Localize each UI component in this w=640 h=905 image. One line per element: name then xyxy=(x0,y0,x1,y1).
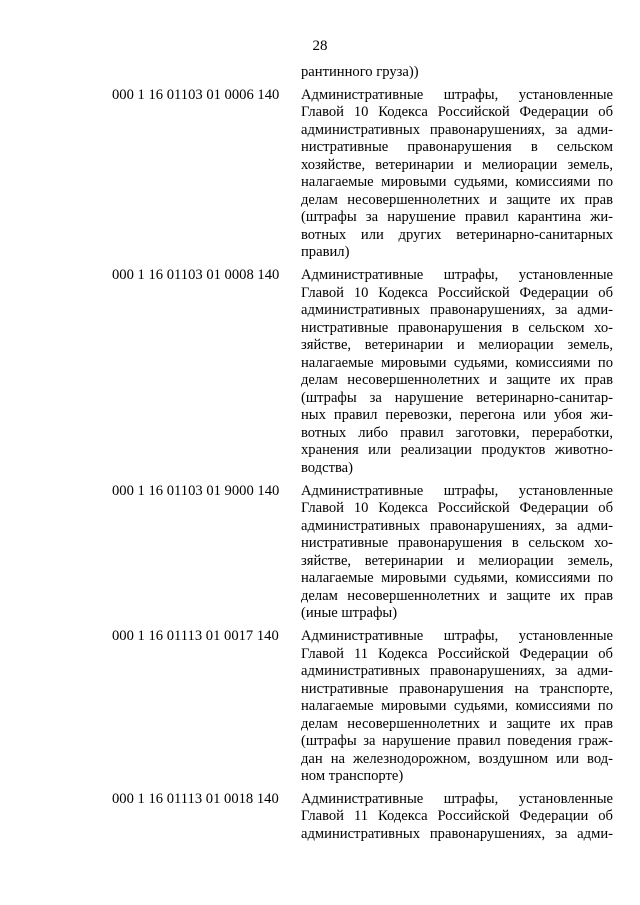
row-description xyxy=(301,483,613,623)
table-row xyxy=(0,628,640,786)
text-line: Административные штрафы, установленные xyxy=(301,627,613,644)
row-description xyxy=(301,791,613,844)
text-line: налагаемые мировыми судьями, комиссиями по xyxy=(301,174,613,191)
text-line: вотных либо правил заготовки, переработки, xyxy=(301,424,613,441)
budget-code: 000 1 16 01103 01 0008 140 xyxy=(112,267,280,284)
text-line: налагаемые мировыми судьями, комиссиями по xyxy=(301,354,613,371)
text-line: Административные штрафы, установленные xyxy=(301,482,613,499)
text-line: Главой 11 Кодекса Российской Федерации об xyxy=(301,808,613,825)
text-line: административных правонарушениях, за адми- xyxy=(301,121,613,138)
budget-code: 000 1 16 01113 01 0018 140 xyxy=(112,790,279,807)
text-line: делам несовершеннолетних и защите их прав xyxy=(301,715,613,732)
text-line: Главой 11 Кодекса Российской Федерации об xyxy=(301,645,613,662)
text-line: нистративные правонарушения в сельском хо- xyxy=(301,535,613,552)
text-line: административных правонарушениях, за адми- xyxy=(301,825,613,842)
budget-code: 000 1 16 01103 01 0006 140 xyxy=(112,86,280,103)
text-line: хозяйстве, ветеринарии и мелиорации земель, xyxy=(301,156,613,173)
text-line: ном транспорте) xyxy=(301,768,404,785)
text-line: зяйстве, ветеринарии и мелиорации земель, xyxy=(301,552,613,569)
text-line: Главой 10 Кодекса Российской Федерации об xyxy=(301,284,613,301)
text-line: водства) xyxy=(301,460,353,477)
budget-code: 000 1 16 01113 01 0017 140 xyxy=(112,627,279,644)
text-line: хранения или реализации продуктов животно- xyxy=(301,442,613,459)
text-line: Административные штрафы, установленные xyxy=(301,86,613,103)
text-line: (иные штрафы) xyxy=(301,605,398,622)
text-line: рантинного груза)) xyxy=(301,64,419,80)
row-description xyxy=(301,267,613,478)
text-line: Административные штрафы, установленные xyxy=(301,267,613,284)
text-line: делам несовершеннолетних и защите их прав xyxy=(301,191,613,208)
rows-container xyxy=(0,87,640,849)
table-row xyxy=(0,483,640,623)
text-line: Административные штрафы, установленные xyxy=(301,790,613,807)
text-line: административных правонарушениях, за адми- xyxy=(301,302,613,319)
budget-code: 000 1 16 01103 01 9000 140 xyxy=(112,482,280,499)
table-row xyxy=(0,267,640,478)
continuation-row xyxy=(0,64,640,82)
page-number: 28 xyxy=(312,38,328,54)
text-line: (штрафы за нарушение правил карантина жи- xyxy=(301,209,613,226)
text-line: ных правил перевозки, перегона или убоя жи- xyxy=(301,407,613,424)
text-line: административных правонарушениях, за адми- xyxy=(301,663,613,680)
text-line: делам несовершеннолетних и защите их прав xyxy=(301,587,613,604)
text-line: (штрафы за нарушение правил поведения граж- xyxy=(301,733,613,750)
continuation-text xyxy=(301,64,613,82)
text-line: налагаемые мировыми судьями, комиссиями по xyxy=(301,570,613,587)
text-line: Главой 10 Кодекса Российской Федерации об xyxy=(301,500,613,517)
text-line: вотных или других ветеринарно-санитарных xyxy=(301,226,613,243)
text-line: зяйстве, ветеринарии и мелиорации земель, xyxy=(301,337,613,354)
text-line: нистративные правонарушения в сельском xyxy=(301,139,613,156)
text-line: нистративные правонарушения в сельском хо- xyxy=(301,319,613,336)
text-line: (штрафы за нарушение ветеринарно-санитар- xyxy=(301,389,613,406)
document-table xyxy=(0,64,640,849)
row-description xyxy=(301,628,613,786)
table-row xyxy=(0,87,640,262)
text-line: делам несовершеннолетних и защите их прав xyxy=(301,372,613,389)
text-line: административных правонарушениях, за адми- xyxy=(301,517,613,534)
text-line: нистративные правонарушения на транспорте, xyxy=(301,680,613,697)
row-description xyxy=(301,87,613,262)
table-row xyxy=(0,791,640,844)
text-line: дан на железнодорожном, воздушном или вод- xyxy=(301,750,613,767)
text-line: Главой 10 Кодекса Российской Федерации об xyxy=(301,104,613,121)
text-line: налагаемые мировыми судьями, комиссиями по xyxy=(301,698,613,715)
text-line: правил) xyxy=(301,244,350,261)
